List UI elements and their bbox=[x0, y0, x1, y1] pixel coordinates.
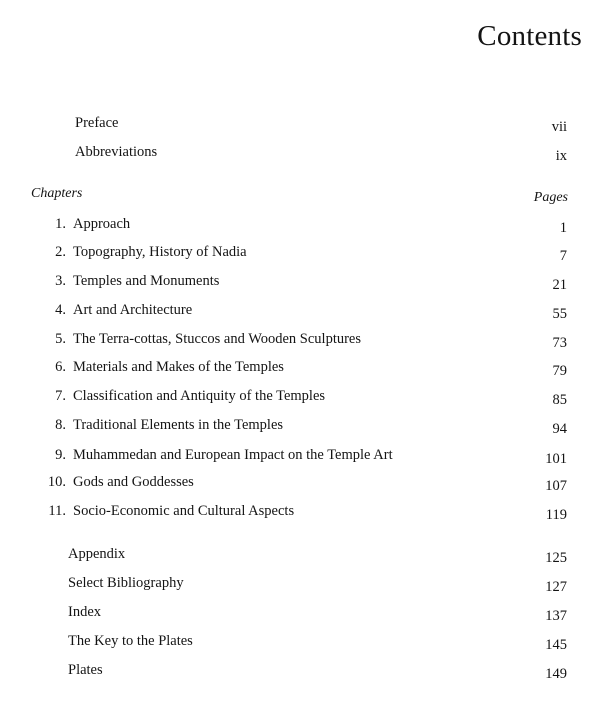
toc-entry-page: 127 bbox=[545, 579, 567, 595]
toc-entry-label: Appendix bbox=[68, 546, 126, 562]
toc-entry-label: Preface bbox=[75, 115, 119, 131]
toc-entry-index bbox=[0, 604, 600, 626]
chapter-page: 94 bbox=[552, 421, 567, 437]
toc-entry-page: vii bbox=[551, 119, 567, 135]
chapter-title: Materials and Makes of the Temples bbox=[73, 359, 284, 375]
toc-chapter-row bbox=[0, 244, 600, 266]
toc-entry-label: Index bbox=[68, 604, 102, 620]
toc-chapter-row bbox=[0, 216, 600, 238]
toc-entry-bibliography bbox=[0, 575, 600, 597]
toc-chapter-row bbox=[0, 474, 600, 496]
toc-entry-preface bbox=[0, 115, 600, 137]
toc-column-headings bbox=[0, 186, 600, 206]
chapter-page: 55 bbox=[552, 306, 567, 322]
chapter-page: 119 bbox=[545, 507, 567, 523]
chapter-title: The Terra-cottas, Stuccos and Wooden Sculptures bbox=[73, 331, 362, 347]
toc-entry-label: Abbreviations bbox=[75, 144, 158, 160]
chapter-page: 101 bbox=[545, 451, 567, 467]
chapter-page: 73 bbox=[552, 335, 567, 351]
chapter-number: 9. bbox=[55, 447, 66, 463]
chapter-title: Art and Architecture bbox=[73, 302, 193, 318]
toc-entry-abbreviations bbox=[0, 144, 600, 166]
toc-chapter-row bbox=[0, 447, 600, 469]
chapter-page: 1 bbox=[559, 220, 567, 236]
chapter-number: 10. bbox=[47, 474, 66, 490]
toc-entry-label: Select Bibliography bbox=[68, 575, 184, 591]
toc-chapter-row bbox=[0, 359, 600, 381]
chapter-title: Socio-Economic and Cultural Aspects bbox=[73, 503, 295, 519]
toc-entry-page: 145 bbox=[545, 637, 567, 653]
toc-chapter-row bbox=[0, 273, 600, 295]
chapter-title: Approach bbox=[73, 216, 131, 232]
toc-entry-label: Plates bbox=[68, 662, 103, 678]
chapter-number: 5. bbox=[55, 331, 66, 347]
chapter-title: Gods and Goddesses bbox=[73, 474, 194, 490]
toc-entry-appendix bbox=[0, 546, 600, 568]
toc-entry-page: 125 bbox=[545, 550, 567, 566]
toc-chapter-row bbox=[0, 302, 600, 324]
chapter-page: 7 bbox=[559, 248, 567, 264]
chapter-number: 6. bbox=[55, 359, 66, 375]
chapter-page: 85 bbox=[552, 392, 567, 408]
toc-entry-label: The Key to the Plates bbox=[68, 633, 193, 649]
chapter-title: Muhammedan and European Impact on the Temple Art bbox=[73, 447, 393, 463]
chapter-number: 8. bbox=[55, 417, 66, 433]
pages-heading: Pages bbox=[533, 190, 568, 205]
toc-chapter-row bbox=[0, 417, 600, 439]
chapter-title: Topography, History of Nadia bbox=[73, 244, 247, 260]
chapter-number: 7. bbox=[55, 388, 66, 404]
toc-chapter-row bbox=[0, 503, 600, 525]
chapter-page: 79 bbox=[552, 363, 567, 379]
chapter-title: Traditional Elements in the Temples bbox=[73, 417, 284, 433]
chapter-page: 107 bbox=[545, 478, 567, 494]
chapter-number: 3. bbox=[55, 273, 66, 289]
toc-entry-plates bbox=[0, 662, 600, 684]
chapter-title: Classification and Antiquity of the Temples bbox=[73, 388, 326, 404]
chapter-number: 2. bbox=[55, 244, 66, 260]
toc-entry-key-to-plates bbox=[0, 633, 600, 655]
page-title: Contents bbox=[477, 20, 582, 52]
chapters-heading: Chapters bbox=[31, 186, 83, 201]
chapter-page: 21 bbox=[552, 277, 567, 293]
toc-chapter-row bbox=[0, 331, 600, 353]
chapter-number: 4. bbox=[55, 302, 66, 318]
toc-entry-page: 149 bbox=[545, 666, 567, 682]
toc-chapter-row bbox=[0, 388, 600, 410]
chapter-title: Temples and Monuments bbox=[73, 273, 220, 289]
toc-entry-page: ix bbox=[555, 148, 567, 164]
toc-entry-page: 137 bbox=[545, 608, 567, 624]
chapter-number: 1. bbox=[55, 216, 66, 232]
chapter-number: 11. bbox=[48, 503, 66, 519]
